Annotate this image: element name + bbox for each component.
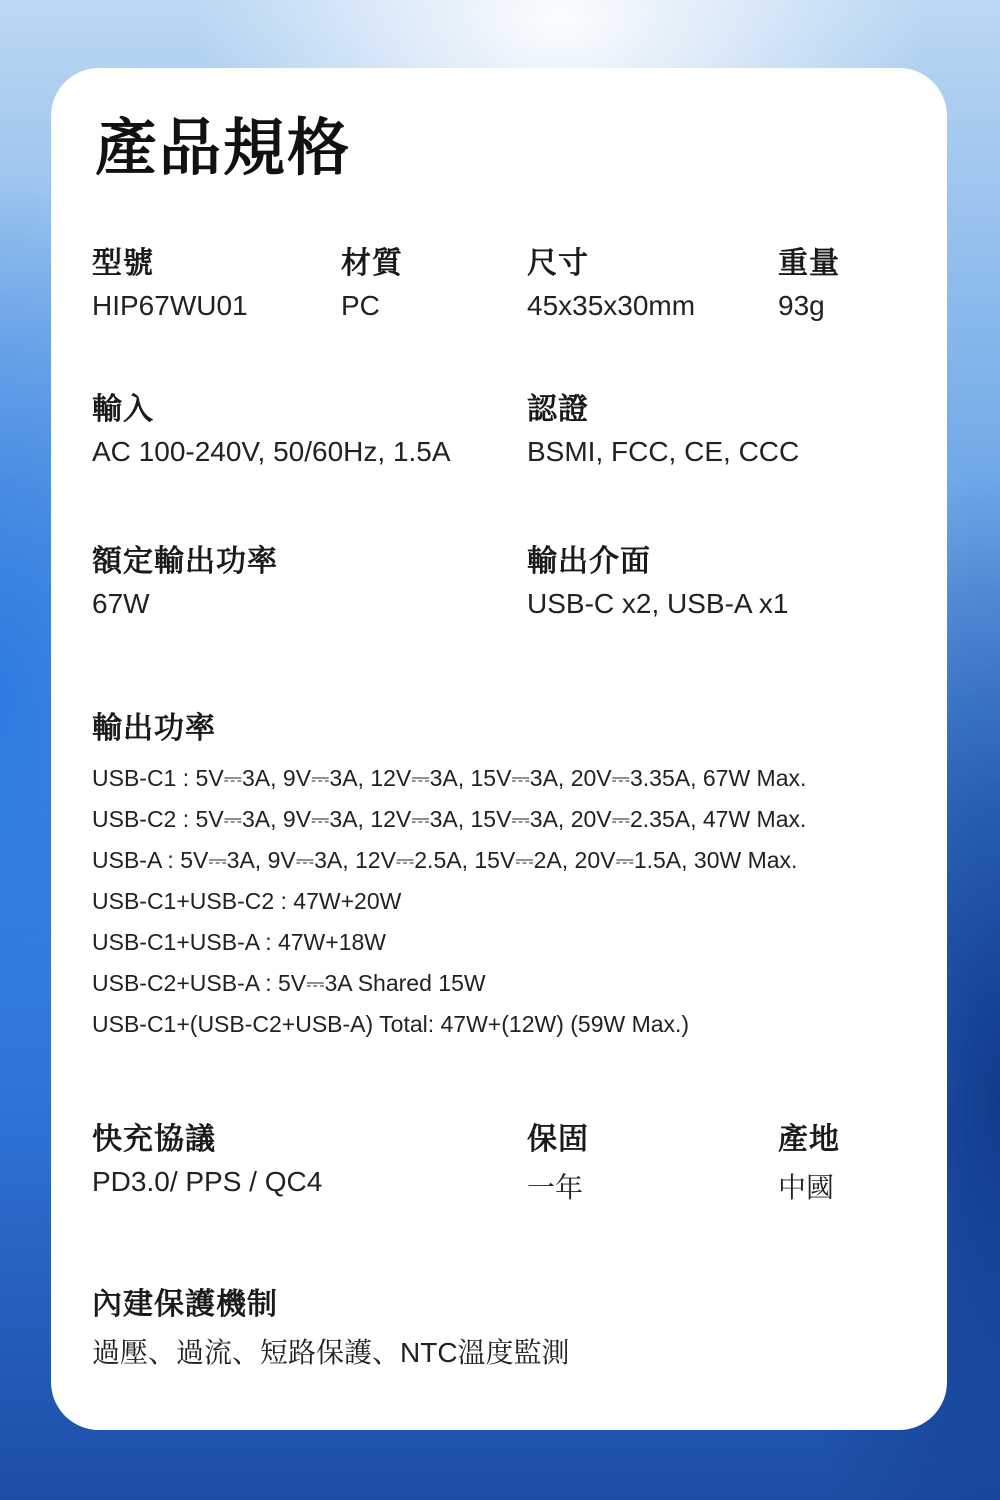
model-label: 型號 <box>92 247 154 280</box>
weight-label: 重量 <box>778 247 840 280</box>
size-label: 尺寸 <box>527 247 589 280</box>
protection-label: 內建保護機制 <box>92 1288 278 1321</box>
output-power-label: 輸出功率 <box>92 712 216 745</box>
output-power-list <box>92 758 806 1045</box>
output-power-line: USB-A : 5V⎓3A, 9V⎓3A, 12V⎓2.5A, 15V⎓2A, 20V⎓1.5A, 30W Max. <box>92 847 798 873</box>
spec-card <box>51 68 947 1430</box>
output-power-line: USB-C1+(USB-C2+USB-A) Total: 47W+(12W) (59W Max.) <box>92 1011 690 1037</box>
warranty-label: 保固 <box>527 1123 589 1156</box>
output-power-line: USB-C1+USB-A : 47W+18W <box>92 929 386 955</box>
warranty-value: 一年 <box>527 1172 584 1203</box>
page-title: 產品規格 <box>95 114 352 183</box>
weight-value: 93g <box>778 290 825 321</box>
input-value: AC 100-240V, 50/60Hz, 1.5A <box>92 436 451 467</box>
interface-value: USB-C x2, USB-A x1 <box>527 588 789 619</box>
certification-value: BSMI, FCC, CE, CCC <box>527 436 800 467</box>
input-label: 輸入 <box>92 393 154 426</box>
material-value: PC <box>341 290 380 321</box>
certification-label: 認證 <box>527 393 589 426</box>
origin-value: 中國 <box>778 1172 835 1203</box>
interface-label: 輸出介面 <box>527 545 651 578</box>
model-value: HIP67WU01 <box>92 290 248 321</box>
size-value: 45x35x30mm <box>527 290 696 321</box>
origin-label: 產地 <box>778 1123 840 1156</box>
protocol-value: PD3.0/ PPS / QC4 <box>92 1166 323 1197</box>
output-power-line: USB-C1 : 5V⎓3A, 9V⎓3A, 12V⎓3A, 15V⎓3A, 20V⎓3.35A, 67W Max. <box>92 765 807 791</box>
material-label: 材質 <box>341 247 403 280</box>
output-power-line: USB-C2 : 5V⎓3A, 9V⎓3A, 12V⎓3A, 15V⎓3A, 20V⎓2.35A, 47W Max. <box>92 806 807 832</box>
rated-power-value: 67W <box>92 588 150 619</box>
output-power-line: USB-C1+USB-C2 : 47W+20W <box>92 888 402 914</box>
rated-power-label: 額定輸出功率 <box>92 545 278 578</box>
protection-value: 過壓、過流、短路保護、NTC溫度監測 <box>92 1337 570 1368</box>
protocol-label: 快充協議 <box>92 1123 216 1156</box>
output-power-line: USB-C2+USB-A : 5V⎓3A Shared 15W <box>92 970 486 996</box>
